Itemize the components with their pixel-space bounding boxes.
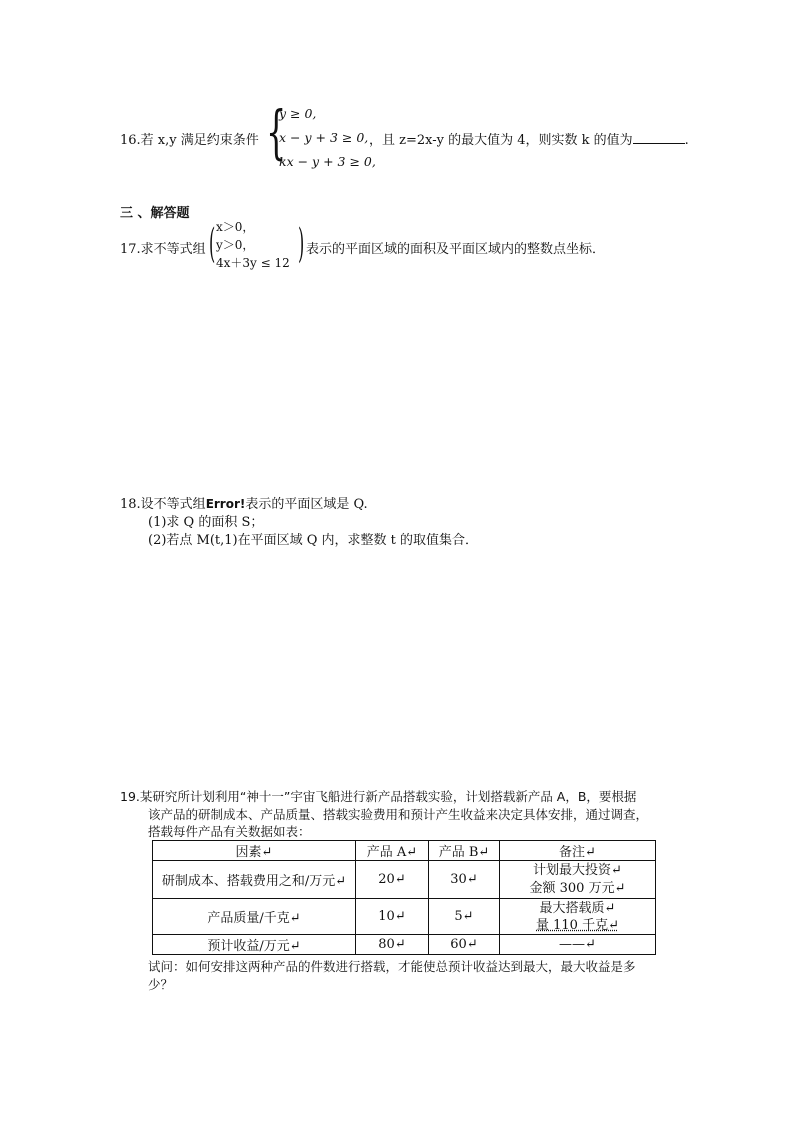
- table-cell-factor: 研制成本、搭载费用之和/万元↵: [153, 861, 356, 899]
- q17-ineq-3: 4x＋3y ≤ 12: [216, 256, 290, 270]
- q16-prefix: 16.若 x,y 满足约束条件: [120, 133, 259, 148]
- q16-suffix-text: ，且 z=2x-y 的最大值为 4，则实数 k 的值为: [369, 133, 633, 148]
- note-line-1: 计划最大投资↵: [533, 862, 622, 878]
- product-data-table: [152, 840, 656, 955]
- note-line-1: 最大搭载质↵: [539, 900, 616, 916]
- q18-prefix: 18.设不等式组: [120, 497, 206, 512]
- q18-sub-1: (1)求 Q 的面积 S；: [148, 515, 264, 530]
- table-cell-factor: 产品质量/千克↵: [153, 899, 356, 935]
- q19-line-3: 搭载每件产品有关数据如表：: [148, 824, 311, 839]
- q18-error-text: Error!: [205, 497, 246, 511]
- table-row: [153, 899, 656, 935]
- q17-right-paren: ): [298, 221, 305, 267]
- q17-ineq-1: x＞0，: [216, 220, 255, 234]
- table-cell-b: 30↵: [429, 861, 500, 899]
- q16-end: .: [684, 133, 689, 148]
- table-cell-note: ——↵: [500, 935, 656, 955]
- q17-left-paren: (: [209, 221, 216, 267]
- q16-suffix: [369, 129, 689, 148]
- table-header: 产品 B↵: [429, 841, 500, 861]
- table-row: [153, 935, 656, 955]
- table-cell-note: [500, 899, 656, 935]
- q18-stem: [120, 493, 368, 512]
- q19-question-2: 少？: [148, 977, 174, 992]
- table-row: [153, 861, 656, 899]
- table-header: 备注↵: [500, 841, 656, 861]
- table-cell-factor: 预计收益/万元↵: [153, 935, 356, 955]
- q17-suffix: 表示的平面区域的面积及平面区域内的整数点坐标．: [306, 242, 606, 257]
- table-cell-a: 20↵: [356, 861, 429, 899]
- q17-prefix: 17.求不等式组: [120, 242, 206, 257]
- table-cell-b: 5↵: [429, 899, 500, 935]
- note-line-2: 量 110 千克↵: [536, 917, 619, 933]
- q19-question-1: 试问：如何安排这两种产品的件数进行搭载，才能使总预计收益达到最大，最大收益是多: [148, 959, 636, 974]
- note-line-2: 金额 300 万元↵: [529, 880, 626, 896]
- table-cell-b: 60↵: [429, 935, 500, 955]
- q19-line-1: 19.某研究所计划利用“神十一”宇宙飞船进行新产品搭载实验，计划搭载新产品 A，B，要根据: [120, 789, 637, 804]
- q16-constraint-1: y ≥ 0,: [279, 106, 317, 121]
- table-cell-a: 10↵: [356, 899, 429, 935]
- table-header-row: [153, 841, 656, 861]
- table-cell-note: [500, 861, 656, 899]
- q17-ineq-2: y＞0，: [216, 238, 255, 252]
- q19-line-2: 该产品的研制成本、产品质量、搭载实验费用和预计产生收益来决定具体安排，通过调查，: [148, 807, 649, 822]
- q16-answer-blank[interactable]: [633, 131, 685, 144]
- q16-constraint-3: kx − y + 3 ≥ 0,: [279, 154, 376, 169]
- table-header: 产品 A↵: [356, 841, 429, 861]
- section-title: 三 、解答题: [120, 206, 190, 221]
- q16-constraint-2: x − y + 3 ≥ 0,: [279, 130, 369, 145]
- q18-sub-2: (2)若点 M(t,1)在平面区域 Q 内，求整数 t 的取值集合．: [148, 533, 479, 548]
- q16-left-brace: {: [266, 98, 287, 166]
- table-cell-a: 80↵: [356, 935, 429, 955]
- q18-suffix: 表示的平面区域是 Q.: [245, 497, 368, 512]
- table-header: 因素↵: [153, 841, 356, 861]
